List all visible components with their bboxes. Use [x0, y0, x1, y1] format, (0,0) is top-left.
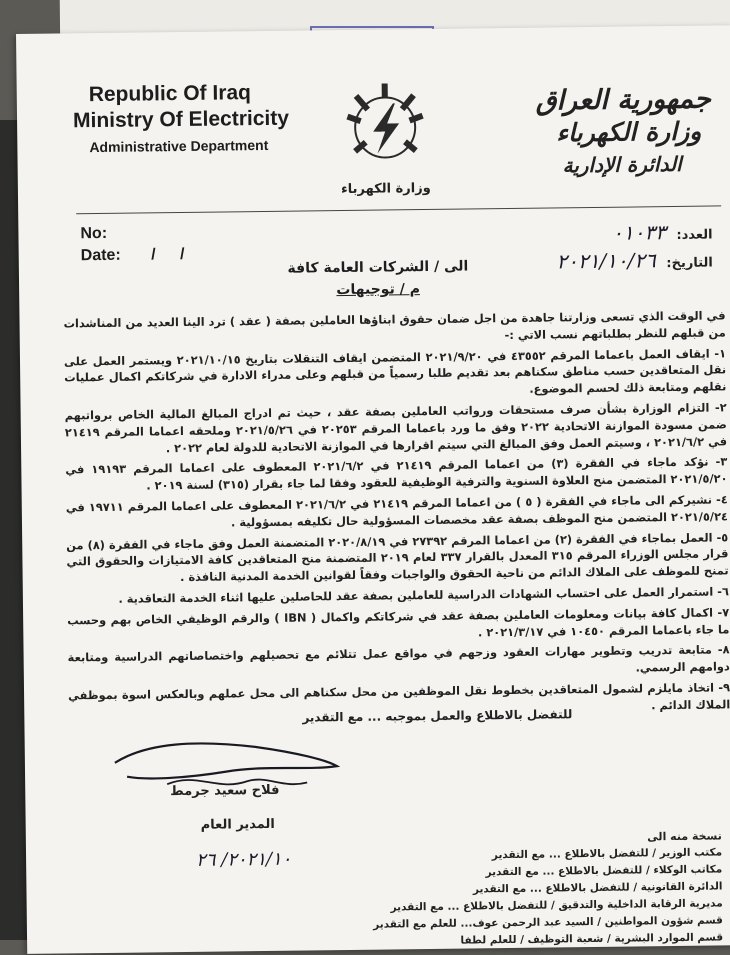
letter-sheet [16, 25, 730, 954]
arabic-letterhead [535, 84, 711, 178]
list-item: ١- ايقاف العمل باعماما المرقم ٤٣٥٥٢ في ٢٠٢١/٩/٢٠ المتضمن ايقاف التنقلات بتاريخ ٢٠٢١/١٠/١٥ ويستمر العمل على نقل المتعاقدين حسب مناطق سكناهم بعد تقديم طلبا رسمياً من قبلهم وعلى مدراء الادارة في شركاتكم اكمال عمليات نقلهم ومتابعة ذلك لحسم الموضوع. [63, 345, 727, 396]
list-item: ٩- اتخاذ مايلزم لشمول المتعاقدين بخطوط نقل الموظفين من محل سكناهم الى محل عملهم وبالعكس اسوة بموظفي الملاك الدائم . [67, 680, 730, 713]
number-label-ar: العدد [681, 227, 713, 243]
copy-recipient: قسم الموارد البشرية / شعبة التوظيف / للعلم لطفا [460, 931, 724, 947]
department-name: Administrative Department [89, 136, 269, 156]
copy-recipient: مكاتب الوكلاء / للتفضل بالاطلاع ... مع التقدير [485, 863, 723, 879]
subject: م / توجيهات [336, 281, 421, 299]
list-item: ٦- استمرار العمل على احتساب الشهادات الدراسية للعاملين بصفة عقد للحاصلين عليها اثناء الخدمة التعاقدية . [118, 584, 729, 606]
address-block [19, 255, 730, 302]
ministry-name: Ministry Of Electricity [72, 106, 290, 133]
list-item: ٢- التزام الوزارة بشأن صرف مستحقات ورواتب العاملين بصفة عقد ، حيث تم ادراج المبالغ المالية الخاص برواتبهم ضمن مسودة الموازنة الاتحادية ٢٠٢٢ وفق ما ورد باعماما المرقم ٢٠٢٥٣ في ٢٠٢١/٥/٢٦ وملحقه اعماما المرقم ٢١٤١٩ في ٢٠٢١/٦/٢ ، وسيتم العمل وفق المبالغ التي سيتم اقرارها في الموازنة الاتحادية للدولة لعام ٢٠٢٢ . [64, 400, 728, 455]
number-row-ar: العدد: ٠١٠٣٣ [612, 220, 713, 245]
intro-paragraph: في الوقت الذي تسعى وزارتنا جاهدة من اجل ضمان حقوق ابناؤها العاملين بصفة ( عقد ) ترد الينا العديد من المناشدات من قبلهم للنظر بطلباتهم نسب الاتي :- [63, 308, 726, 342]
date-slashes: / / [151, 245, 195, 264]
list-item: ٣- نؤكد ماجاء في الفقرة (٣) من اعماما المرقم ٢١٤١٩ في ٢٠٢١/٦/٢ المعطوف على اعماما المرقم ١٩١٩٣ في ٢٠٢١/٥/٢٠ المتضمن منح العلاوة السنوية والترفية الوظيفية للعقود وفقا لما جاء بقرار (٣١٥) لسنة ٢٠١٩ . [65, 454, 728, 493]
ministry-name-ar: وزارة الكهرباء [556, 116, 702, 148]
department-name-ar: الدائرة الإدارية [562, 151, 682, 178]
number-value: ٠١٠٣٣ [612, 220, 667, 245]
date-value: ٢٠٢١/١٠/٢٦ [556, 248, 656, 274]
letter-body [63, 307, 730, 725]
country-name-ar: جمهورية العراق [535, 83, 712, 117]
signature-date: ٢٠٢١/١٠/ ٢٦ [195, 848, 292, 871]
header-divider [76, 205, 721, 214]
list-item: ٤- نشيركم الى ماجاء في الفقرة ( ٥ ) من اعماما المرقم ٢١٤١٩ في ٢٠٢١/٦/٢ المعطوف على اعماما المرقم ١٩٧١١ في ٢٠٢١/٥/٢٤ المتضمن منح الموظف بصفة عقد مخصصات المسؤولية حال تكليفه بمسؤولية . [65, 492, 729, 530]
copy-recipient: الدائرة القانونية / للتفضل بالاطلاع ... مع التقدير [472, 880, 723, 896]
copy-recipient: مكتب الوزير / للتفضل بالاطلاع ... مع التقدير [491, 846, 723, 862]
copies-heading: نسخة منه الى [647, 829, 722, 844]
copies-list [372, 827, 723, 950]
date-label-ar: التاريخ [671, 255, 713, 272]
signatory-name: فلاح سعيد جرمط [170, 782, 280, 800]
copy-recipient: مديرية الرقابة الداخلية والتدقيق / للتفضل بالاطلاع ... مع التقدير [390, 897, 723, 914]
list-item: ٥- العمل بماجاء في الفقرة (٢) من اعماما المرقم ٢٧٣٩٢ في ٢٠٢٠/٨/١٩ المتضمنة العمل وفق ماجاء في الفقرة (٨) من قرار مجلس الوزراء المرقم ٣١٥ المعدل بالقرار ٣٣٧ لعام ٢٠١٩ المتضمنة منح المتعاقدين كافة الامتيازات والحقوق التي تمنح للموظف على الملاك الدائم من ناحية الحقوق والواجبات وفقاً لقوانين الخدمة المدنية النافذة . [66, 529, 729, 585]
number-label: No: [80, 224, 108, 243]
logo-caption: وزارة الكهرباء [340, 180, 431, 198]
list-item: ٨- متابعة تدريب وتطوير مهارات العقود وزجهم في مواقع عمل تتلائم مع تحصيلهم واختصاصاتهم الدراسية ومتابعة دوامهم الرسمي. [67, 642, 730, 675]
list-item: ٧- اكمال كافة بيانات ومعلومات العاملين بصفة عقد في شركاتكم واكمال ( IBN ) والرقم الوظيفي الخاص بهم وحسب ما جاء باعماما المرقم ١٠٤٥٠ في ٢٠٢١/٣/١٧ . [67, 605, 730, 639]
ministry-logo [337, 81, 434, 202]
lightning-bolt-icon [337, 81, 434, 178]
date-label: Date: [80, 246, 121, 265]
copy-recipient: قسم شؤون المواطنين / السيد عبد الرحمن عوف... للعلم مع التقدير [373, 914, 723, 931]
date-row-ar: التاريخ: ٢٠٢١/١٠/٢٦ [556, 248, 713, 274]
english-letterhead [73, 81, 290, 156]
reference-block-en [80, 222, 194, 267]
recipient: الى / الشركات العامة كافة [287, 258, 469, 277]
signatory-title: المدير العام [200, 816, 275, 833]
closing-line: للتفضل بالاطلاع والعمل بموجبه ... مع التقدير [302, 707, 573, 725]
country-name: Republic Of Iraq [88, 81, 252, 107]
